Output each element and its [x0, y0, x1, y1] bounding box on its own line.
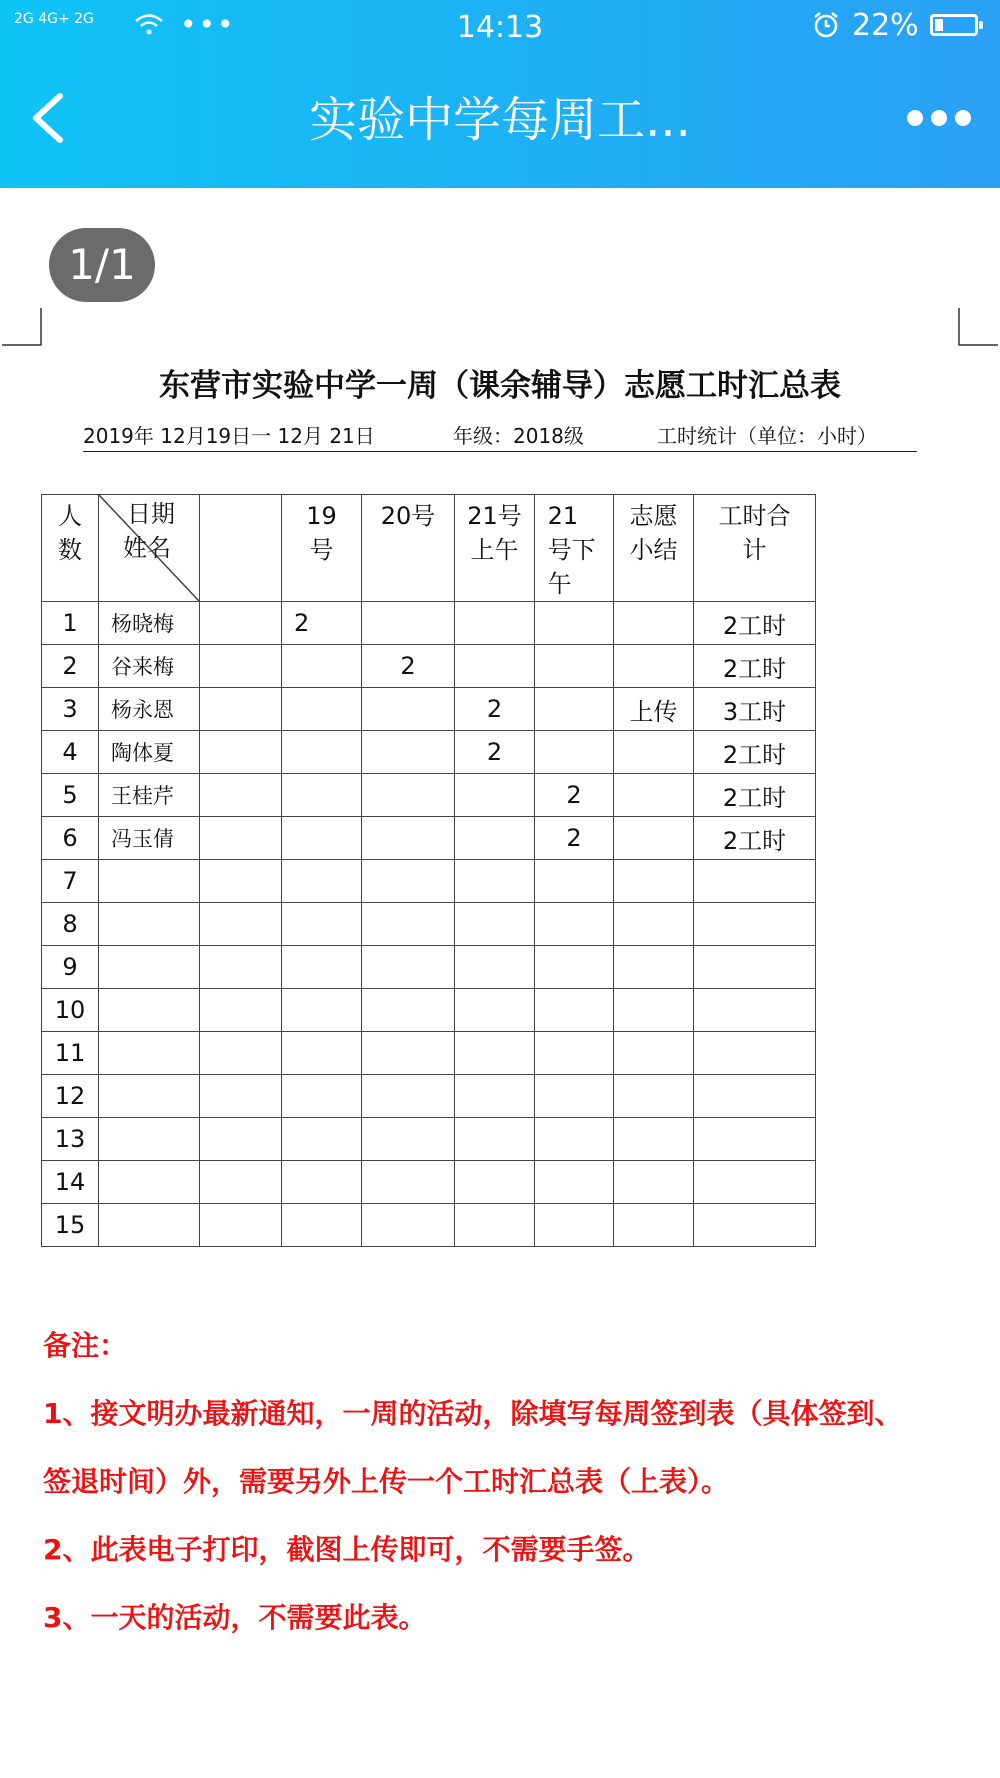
page-title: 实验中学每周工... [309, 92, 691, 148]
row-21-pm [535, 1032, 614, 1075]
row-19 [282, 1075, 362, 1118]
row-total: 2工时 [694, 645, 816, 688]
row-blank [200, 1204, 282, 1247]
table-row [42, 989, 816, 1032]
row-blank [200, 989, 282, 1032]
row-21-pm: 2 [535, 817, 614, 860]
row-21-am [455, 817, 535, 860]
row-20 [362, 860, 455, 903]
row-21-am [455, 1075, 535, 1118]
row-19 [282, 1032, 362, 1075]
row-total [694, 1075, 816, 1118]
crop-mark-left [2, 308, 42, 348]
row-total: 2工时 [694, 774, 816, 817]
row-number: 9 [42, 946, 99, 989]
row-blank [200, 860, 282, 903]
table-row [42, 1075, 816, 1118]
note-line-3: 2、此表电子打印，截图上传即可，不需要手签。 [43, 1533, 651, 1566]
row-19 [282, 774, 362, 817]
table-row [42, 946, 816, 989]
row-number: 4 [42, 731, 99, 774]
header-21-pm: 21号下午 [535, 495, 614, 602]
row-number: 15 [42, 1204, 99, 1247]
volunteer-hours-table [41, 494, 816, 1247]
row-total [694, 860, 816, 903]
row-20 [362, 817, 455, 860]
status-bar [0, 0, 1000, 52]
header-summary: 志愿小结 [614, 495, 694, 602]
row-blank [200, 602, 282, 645]
row-19 [282, 1161, 362, 1204]
row-summary [614, 989, 694, 1032]
row-20 [362, 602, 455, 645]
row-number: 8 [42, 903, 99, 946]
table-row [42, 1204, 816, 1247]
header-count: 人数 [42, 495, 99, 602]
table-header-row [42, 495, 816, 602]
row-name: 王桂芹 [99, 774, 200, 817]
note-line-2: 签退时间）外，需要另外上传一个工时汇总表（上表）。 [43, 1465, 730, 1498]
row-number: 5 [42, 774, 99, 817]
row-number: 1 [42, 602, 99, 645]
row-number: 13 [42, 1118, 99, 1161]
row-19: 2 [282, 602, 362, 645]
row-blank [200, 731, 282, 774]
signal-icon: 2G 4G+ 2G [14, 11, 94, 27]
document-subline [83, 420, 917, 452]
row-blank [200, 1118, 282, 1161]
header-21-am: 21号上午 [455, 495, 535, 602]
row-21-am [455, 774, 535, 817]
grade-label: 年级：2018级 [453, 424, 584, 448]
note-line-1: 1、接文明办最新通知，一周的活动，除填写每周签到表（具体签到、 [43, 1397, 903, 1430]
row-number: 3 [42, 688, 99, 731]
row-summary: 上传 [614, 688, 694, 731]
row-19 [282, 688, 362, 731]
header-name: 姓名 [123, 534, 171, 562]
table-row [42, 1161, 816, 1204]
notes-heading: 备注： [43, 1329, 128, 1362]
row-number: 10 [42, 989, 99, 1032]
row-21-pm [535, 903, 614, 946]
row-blank [200, 817, 282, 860]
row-21-pm [535, 946, 614, 989]
row-number: 14 [42, 1161, 99, 1204]
row-20 [362, 903, 455, 946]
row-blank [200, 946, 282, 989]
row-blank [200, 688, 282, 731]
row-total [694, 946, 816, 989]
row-19 [282, 731, 362, 774]
row-21-am: 2 [455, 688, 535, 731]
header-20: 20号 [362, 495, 455, 602]
row-summary [614, 1204, 694, 1247]
crop-mark-right [958, 308, 998, 348]
note-line-4: 3、一天的活动，不需要此表。 [43, 1601, 427, 1634]
row-name [99, 903, 200, 946]
row-21-am [455, 1118, 535, 1161]
row-blank [200, 645, 282, 688]
row-21-pm [535, 1118, 614, 1161]
row-21-pm [535, 1204, 614, 1247]
row-20 [362, 1075, 455, 1118]
row-number: 7 [42, 860, 99, 903]
row-summary [614, 1118, 694, 1161]
row-21-pm [535, 1075, 614, 1118]
row-20 [362, 688, 455, 731]
row-21-am [455, 1204, 535, 1247]
row-name: 谷来梅 [99, 645, 200, 688]
row-summary [614, 860, 694, 903]
alarm-icon [812, 11, 840, 39]
row-name: 杨永恩 [99, 688, 200, 731]
row-number: 11 [42, 1032, 99, 1075]
row-20 [362, 1161, 455, 1204]
row-summary [614, 946, 694, 989]
table-row [42, 688, 816, 731]
unit-label: 工时统计（单位：小时） [657, 424, 877, 448]
row-19 [282, 989, 362, 1032]
battery-icon [930, 14, 978, 36]
row-21-pm [535, 731, 614, 774]
row-blank [200, 1161, 282, 1204]
row-21-am [455, 903, 535, 946]
row-name [99, 1161, 200, 1204]
page-indicator: 1/1 [49, 228, 155, 302]
table-row [42, 731, 816, 774]
row-name [99, 1204, 200, 1247]
row-total [694, 1161, 816, 1204]
row-20 [362, 731, 455, 774]
row-name [99, 860, 200, 903]
header-date-name [99, 495, 200, 602]
row-number: 6 [42, 817, 99, 860]
row-total [694, 1032, 816, 1075]
row-summary [614, 903, 694, 946]
row-summary [614, 602, 694, 645]
row-blank [200, 774, 282, 817]
row-21-pm: 2 [535, 774, 614, 817]
document-title: 东营市实验中学一周（课余辅导）志愿工时汇总表 [159, 368, 841, 404]
row-name: 陶体夏 [99, 731, 200, 774]
row-21-pm [535, 688, 614, 731]
top-app-bar [0, 0, 1000, 188]
table-row [42, 903, 816, 946]
more-status-icon: ••• [180, 8, 236, 41]
row-name [99, 1032, 200, 1075]
table-body [42, 602, 816, 1247]
row-21-pm [535, 989, 614, 1032]
row-21-am [455, 989, 535, 1032]
row-number: 12 [42, 1075, 99, 1118]
row-21-am [455, 1032, 535, 1075]
header-date: 日期 [127, 500, 175, 528]
row-blank [200, 1075, 282, 1118]
row-name [99, 989, 200, 1032]
more-dots-icon[interactable] [906, 104, 972, 132]
row-name [99, 1075, 200, 1118]
row-20: 2 [362, 645, 455, 688]
row-20 [362, 1032, 455, 1075]
row-19 [282, 860, 362, 903]
row-19 [282, 1118, 362, 1161]
row-21-pm [535, 645, 614, 688]
row-summary [614, 731, 694, 774]
row-summary [614, 1161, 694, 1204]
row-total [694, 1118, 816, 1161]
row-19 [282, 1204, 362, 1247]
row-summary [614, 774, 694, 817]
row-name: 杨晓梅 [99, 602, 200, 645]
row-20 [362, 1118, 455, 1161]
row-name: 冯玉倩 [99, 817, 200, 860]
row-total: 2工时 [694, 817, 816, 860]
header-blank [200, 495, 282, 602]
row-total [694, 903, 816, 946]
row-21-pm [535, 1161, 614, 1204]
row-summary [614, 645, 694, 688]
table-row [42, 645, 816, 688]
battery-percent: 22% [852, 8, 919, 43]
row-summary [614, 817, 694, 860]
row-21-am [455, 1161, 535, 1204]
row-19 [282, 946, 362, 989]
table-row [42, 817, 816, 860]
status-time: 14:13 [456, 10, 544, 45]
row-20 [362, 774, 455, 817]
row-19 [282, 645, 362, 688]
notes-section [43, 1312, 973, 1652]
row-20 [362, 989, 455, 1032]
table-row [42, 1032, 816, 1075]
row-20 [362, 946, 455, 989]
row-total: 2工时 [694, 602, 816, 645]
row-total [694, 989, 816, 1032]
row-blank [200, 903, 282, 946]
row-name [99, 946, 200, 989]
row-21-am [455, 860, 535, 903]
row-21-am [455, 645, 535, 688]
row-total [694, 1204, 816, 1247]
header-19: 19号 [282, 495, 362, 602]
row-number: 2 [42, 645, 99, 688]
row-total: 2工时 [694, 731, 816, 774]
row-21-am: 2 [455, 731, 535, 774]
battery-nub [979, 21, 983, 29]
row-summary [614, 1075, 694, 1118]
row-21-pm [535, 602, 614, 645]
row-19 [282, 903, 362, 946]
table-row [42, 602, 816, 645]
row-blank [200, 1032, 282, 1075]
battery-fill [935, 19, 943, 31]
table-row [42, 774, 816, 817]
header-total: 工时合计 [694, 495, 816, 602]
date-range: 2019年 12月19日一 12月 21日 [83, 424, 375, 448]
table-row [42, 860, 816, 903]
row-19 [282, 817, 362, 860]
row-21-am [455, 946, 535, 989]
row-20 [362, 1204, 455, 1247]
table-row [42, 1118, 816, 1161]
row-name [99, 1118, 200, 1161]
row-21-am [455, 602, 535, 645]
row-21-pm [535, 860, 614, 903]
row-total: 3工时 [694, 688, 816, 731]
row-summary [614, 1032, 694, 1075]
